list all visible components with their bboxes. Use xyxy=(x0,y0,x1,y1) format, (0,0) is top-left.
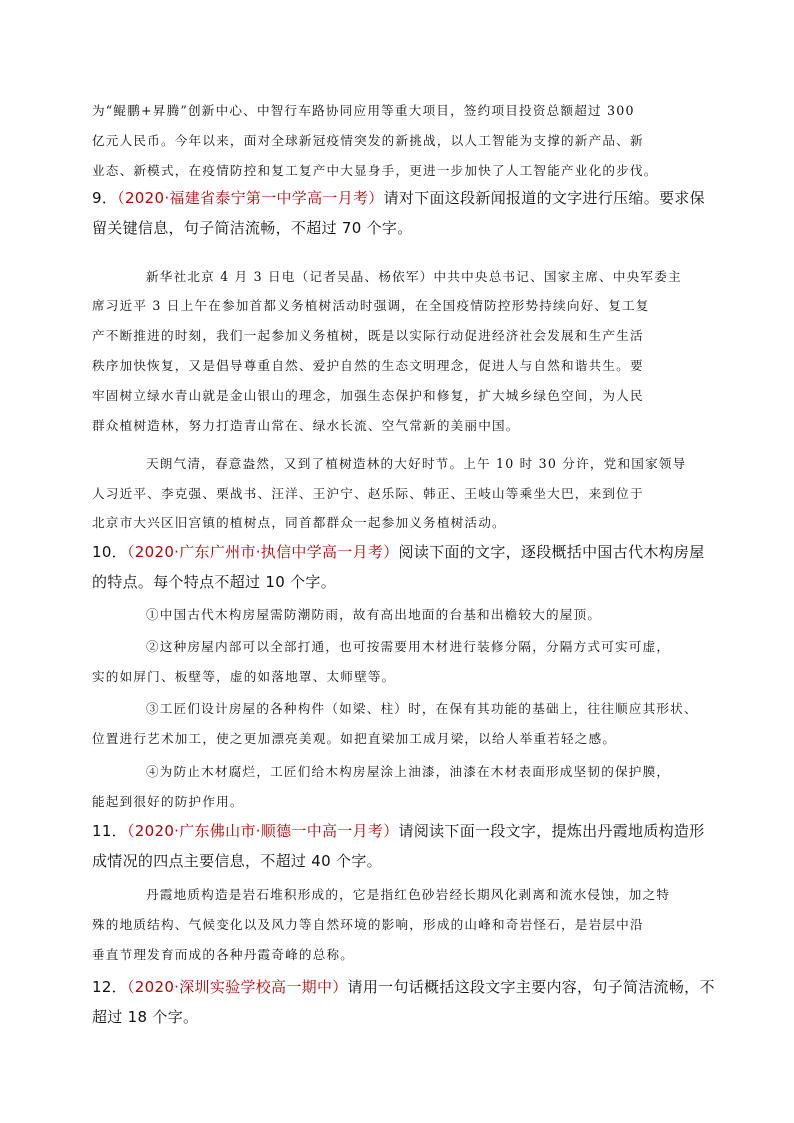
carry-over-line-1: 为“鲲鹏+昇腾”创新中心、中智行车路协同应用等重大项目，签约项目投资总额超过 300 xyxy=(92,103,635,118)
q9-para2-line-3: 北京市大兴区旧宫镇的植树点，同首都群众一起参加义务植树活动。 xyxy=(92,515,506,530)
question-number: 11． xyxy=(92,822,127,840)
q9-para2-line-2: 人习近平、李克强、栗战书、汪洋、王沪宁、赵乐际、韩正、王岐山等乘坐大巴，来到位于 xyxy=(92,486,644,501)
q10-item-3-line-1: ③工匠们设计房屋的各种构件（如梁、柱）时，在保有其功能的基础上，往往顺应其形状、 xyxy=(146,701,698,716)
q9-para1-line-2: 席习近平 3 日上午在参加首都义务植树活动时强调，在全国疫情防控形势持续向好、复工复 xyxy=(92,298,650,313)
question-12-line-1 xyxy=(92,976,715,997)
question-prompt: 请阅读下面一段文字，提炼出丹霞地质构造形 xyxy=(398,822,705,840)
question-number: 9． xyxy=(92,189,118,207)
carry-over-line-2: 亿元人民币。今年以来，面对全球新冠疫情突发的新挑战，以人工智能为支撑的新产品、新 xyxy=(92,133,644,148)
question-prompt: 阅读下面的文字，逐段概括中国古代木构房屋 xyxy=(398,543,705,561)
q9-para1-line-5: 牢固树立绿水青山就是金山银山的理念，加强生态保护和修复，扩大城乡绿色空间，为人民 xyxy=(92,388,644,403)
question-11-line-1 xyxy=(92,820,705,841)
question-10-line-1 xyxy=(92,541,705,562)
question-prompt: 请对下面这段新闻报道的文字进行压缩。要求保 xyxy=(383,189,705,207)
q9-para1-line-6: 群众植树造林，努力打造青山常在、绿水长流、空气常新的美丽中国。 xyxy=(92,418,520,433)
q10-item-1-line-1: ①中国古代木构房屋需防潮防雨，故有高出地面的台基和出檐较大的屋顶。 xyxy=(146,607,602,622)
q11-para-line-1: 丹霞地质构造是岩石堆积形成的，它是指红色砂岩经长期风化剥离和流水侵蚀，加之特 xyxy=(146,887,671,902)
q10-item-2-line-2: 实的如屏门、板壁等，虚的如落地罩、太师壁等。 xyxy=(92,669,396,684)
question-11-line-2: 成情况的四点主要信息，不超过 40 个字。 xyxy=(92,852,382,870)
q9-para1-line-1: 新华社北京 4 月 3 日电（记者吴晶、杨依军）中共中央总书记、国家主席、中央军委主 xyxy=(146,269,682,284)
q10-item-4-line-1: ④为防止木材腐烂，工匠们给木构房屋涂上油漆，油漆在木材表面形成坚韧的保护膜， xyxy=(146,764,671,779)
question-source: （2020·广东广州市·执信中学高一月考） xyxy=(127,543,399,561)
question-10-line-2: 的特点。每个特点不超过 10 个字。 xyxy=(92,573,337,591)
question-number: 10． xyxy=(92,543,127,561)
question-9-line-2: 留关键信息，句子简洁流畅，不超过 70 个字。 xyxy=(92,219,413,237)
q9-para2-line-1: 天朗气清，春意盎然，又到了植树造林的大好时节。上午 10 时 30 分许，党和国家领导 xyxy=(146,456,687,471)
q11-para-line-2: 殊的地质结构、气候变化以及风力等自然环境的影响，形成的山峰和奇岩怪石，是岩层中沿 xyxy=(92,917,644,932)
q10-item-4-line-2: 能起到很好的防护作用。 xyxy=(92,794,244,809)
question-source: （2020·深圳实验学校高一期中） xyxy=(127,978,348,996)
q10-item-2-line-1: ②这种房屋内部可以全部打通，也可按需要用木材进行装修分隔，分隔方式可实可虚， xyxy=(146,639,671,654)
question-number: 12． xyxy=(92,978,127,996)
question-12-line-2: 超过 18 个字。 xyxy=(92,1008,199,1026)
question-source: （2020·广东佛山市·顺德一中高一月考） xyxy=(127,822,399,840)
q9-para1-line-4: 秩序加快恢复，又是倡导尊重自然、爱护自然的生态文明理念，促进人与自然和谐共生。要 xyxy=(92,358,644,373)
q11-para-line-3: 垂直节理发育而成的各种丹霞奇峰的总称。 xyxy=(92,947,355,962)
question-source: （2020·福建省泰宁第一中学高一月考） xyxy=(117,189,384,207)
question-prompt: 请用一句话概括这段文字主要内容，句子简洁流畅，不 xyxy=(347,978,715,996)
q9-para1-line-3: 产不断推进的时刻，我们一起参加义务植树，既是以实际行动促进经济社会发展和生产生活 xyxy=(92,328,644,343)
q10-item-3-line-2: 位置进行艺术加工，使之更加漂亮美观。如把直梁加工成月梁，以给人举重若轻之感。 xyxy=(92,731,617,746)
carry-over-line-3: 业态、新模式，在疫情防控和复工复产中大显身手，更进一步加快了人工智能产业化的步伐。 xyxy=(92,163,658,178)
question-9-line-1 xyxy=(92,187,705,208)
